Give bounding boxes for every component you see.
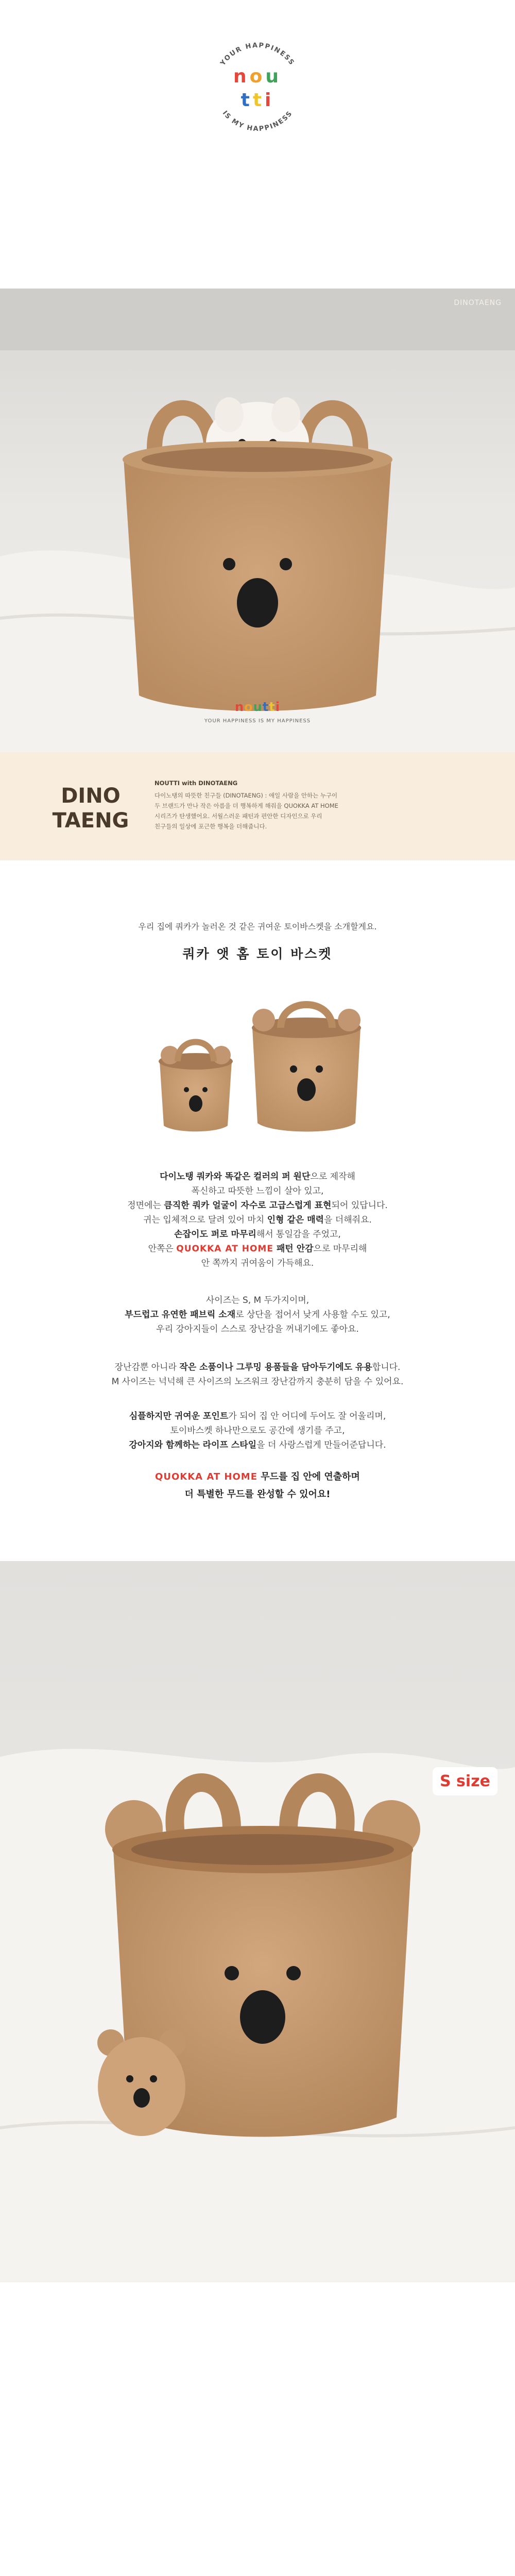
- copy-text: 되어 있답니다.: [331, 1200, 388, 1211]
- copy-line: [0, 1360, 515, 1375]
- logo-letter: t: [252, 90, 265, 111]
- dinotaeng-logo-line1: DINO: [61, 784, 121, 808]
- copy-emphasis: 강아지와 함께하는 라이프 스타일: [129, 1440, 257, 1450]
- logo-letter: u: [265, 66, 282, 87]
- brand-title: NOUTTI with DINOTAENG: [154, 779, 238, 787]
- copy-emphasis: 손잡이도 퍼로 마무리: [174, 1229, 256, 1240]
- copy-text: 을 더 사랑스럽게 만들어준답니다.: [256, 1440, 386, 1450]
- copy-text: 우리 강아지들이 스스로 장난감을 꺼내기에도 좋아요.: [156, 1324, 359, 1334]
- noutti-seal-logo: [206, 36, 309, 139]
- s-size-photo: [0, 1561, 515, 2282]
- logo-letter: t: [262, 700, 269, 714]
- copy-emphasis: 작은 소품이나 그루밍 용품들을 담아두기에도 유용: [179, 1362, 372, 1372]
- copy-line: [0, 1423, 515, 1438]
- copy-line: [0, 1486, 515, 1503]
- copy-line: [0, 1242, 515, 1256]
- seal-word-bottom: [206, 90, 309, 111]
- copy-line: [0, 1184, 515, 1198]
- copy-text: M 사이즈는 넉넉해 큰 사이즈의 노즈워크 장난감까지 충분히 담을 수 있어요.: [111, 1377, 404, 1387]
- logo-letter: n: [233, 66, 250, 87]
- copy-emphasis: 심플하지만 귀여운 포인트: [129, 1411, 229, 1421]
- size-badge: S size: [433, 1767, 497, 1795]
- dinotaeng-logo: [49, 778, 132, 835]
- copy-text: 으로 제작해: [310, 1172, 355, 1182]
- seal-word-2: [241, 90, 274, 111]
- copy-text: 해서 통일감을 주었고,: [256, 1229, 341, 1240]
- s-size-photo-image: [0, 1561, 515, 2282]
- hero-noutti-tagline: YOUR HAPPINESS IS MY HAPPINESS: [204, 718, 311, 724]
- product-intro: [0, 860, 515, 2576]
- product-baskets-image: [129, 984, 386, 1139]
- copy-text: 귀는 입체적으로 달려 있어 마치: [143, 1215, 267, 1225]
- copy-line: [0, 1468, 515, 1486]
- seal-arc-top: YOUR HAPPINESS: [219, 41, 296, 67]
- copy-emphasis: 패턴 안감: [273, 1244, 314, 1254]
- copy-para-4: [0, 1409, 515, 1452]
- copy-line: [0, 1438, 515, 1452]
- brand-highlight: QUOKKA AT HOME: [176, 1244, 273, 1254]
- logo-header: [0, 0, 515, 289]
- copy-text: 를 집 안에 연출하며: [279, 1471, 360, 1482]
- copy-emphasis: 다이노탱 쿼카와 똑같은 컬러의 퍼 원단: [160, 1172, 311, 1182]
- copy-para-1: [0, 1170, 515, 1270]
- brand-line: 친구들의 일상에 포근한 행복을 더해줍니다.: [154, 823, 267, 830]
- copy-text: 사이즈는 S, M 두가지이며,: [205, 1295, 310, 1306]
- copy-text: 정면에는: [127, 1200, 164, 1211]
- copy-emphasis: 더 특별한 무드를 완성: [184, 1489, 275, 1500]
- copy-text: 합니다.: [372, 1362, 401, 1372]
- seal-word-top: [206, 66, 309, 87]
- copy-text: 을 더해줘요.: [323, 1215, 372, 1225]
- hero-photo-image: [0, 289, 515, 752]
- hero-photo: [0, 289, 515, 752]
- copy-text: 안쪽은: [148, 1244, 177, 1254]
- copy-text: 안 쪽까지 귀여움이 가득해요.: [201, 1258, 314, 1268]
- copy-text: 가 되어 집 안 어디에 두어도 잘 어울리며,: [228, 1411, 386, 1421]
- copy-line: [0, 1227, 515, 1242]
- seal-word-1: [233, 66, 282, 87]
- copy-line: [0, 1256, 515, 1270]
- logo-letter: t: [269, 700, 276, 714]
- svg-text:YOUR HAPPINESS: [219, 42, 296, 67]
- copy-text: 할 수 있어요!: [274, 1489, 331, 1500]
- brand-line: 시리즈가 탄생했어요. 서월스러운 패턴과 편안한 디자인으로 우리: [154, 812, 322, 820]
- hero-noutti-logo-text: [235, 700, 280, 714]
- copy-emphasis: 부드럽고 유연한 패브릭 소재: [125, 1310, 236, 1320]
- copy-line: [0, 1293, 515, 1308]
- copy-para-5: [0, 1468, 515, 1503]
- copy-text: 장난감뿐 아니라: [114, 1362, 180, 1372]
- intro-sentence: 우리 집에 쿼카가 놀러온 것 같은 귀여운 토이바스켓을 소개할게요.: [138, 922, 377, 931]
- logo-letter: i: [265, 90, 274, 111]
- copy-emphasis: 큼직한 쿼카 얼굴이 자수로 고급스럽게 표현: [164, 1200, 332, 1211]
- logo-letter: t: [241, 90, 253, 111]
- brand-highlight: QUOKKA AT HOME: [155, 1471, 258, 1482]
- svg-text:IS MY HAPPINESS: [221, 109, 295, 133]
- copy-emphasis: 무드: [258, 1471, 279, 1482]
- seal-arc-bottom: IS MY HAPPINESS: [220, 109, 295, 133]
- copy-line: [0, 1322, 515, 1336]
- dinotaeng-logo-line2: TAENG: [52, 809, 129, 833]
- copy-text: 로 상단을 접어서 낮게 사용할 수도 있고,: [235, 1310, 390, 1320]
- copy-para-3: [0, 1360, 515, 1389]
- copy-text: 토이바스켓 하나만으로도 공간에 생기를 주고,: [170, 1426, 345, 1436]
- copy-text: 폭신하고 따뜻한 느낌이 살아 있고,: [191, 1186, 324, 1196]
- copy-emphasis: 인형 같은 매력: [267, 1215, 324, 1225]
- hero-brand-tag: DINOTAENG: [454, 299, 502, 307]
- brand-line: 두 브랜드가 만나 작은 아름을 더 행복하게 해줘을 QUOKKA AT HOME: [154, 802, 338, 809]
- logo-letter: u: [253, 700, 263, 714]
- copy-line: [0, 1213, 515, 1227]
- product-title: 쿼카 앳 홈 토이 바스켓: [182, 946, 333, 961]
- copy-line: [0, 1409, 515, 1423]
- copy-line: [0, 1308, 515, 1322]
- copy-line: [0, 1375, 515, 1389]
- logo-letter: i: [275, 700, 280, 714]
- brand-collab-block: [0, 752, 515, 860]
- hero-noutti-logo: [0, 700, 515, 714]
- logo-letter: o: [244, 700, 253, 714]
- logo-letter: n: [235, 700, 245, 714]
- brand-description: [154, 778, 474, 832]
- copy-para-2: [0, 1293, 515, 1336]
- brand-line: 다이노탱의 따뜻한 친구들 (DINOTAENG) : 애일 사람을 안하는 누구이: [154, 792, 338, 799]
- copy-text: 으로 마무리해: [313, 1244, 367, 1254]
- logo-letter: o: [249, 66, 266, 87]
- copy-line: [0, 1170, 515, 1184]
- copy-line: [0, 1198, 515, 1213]
